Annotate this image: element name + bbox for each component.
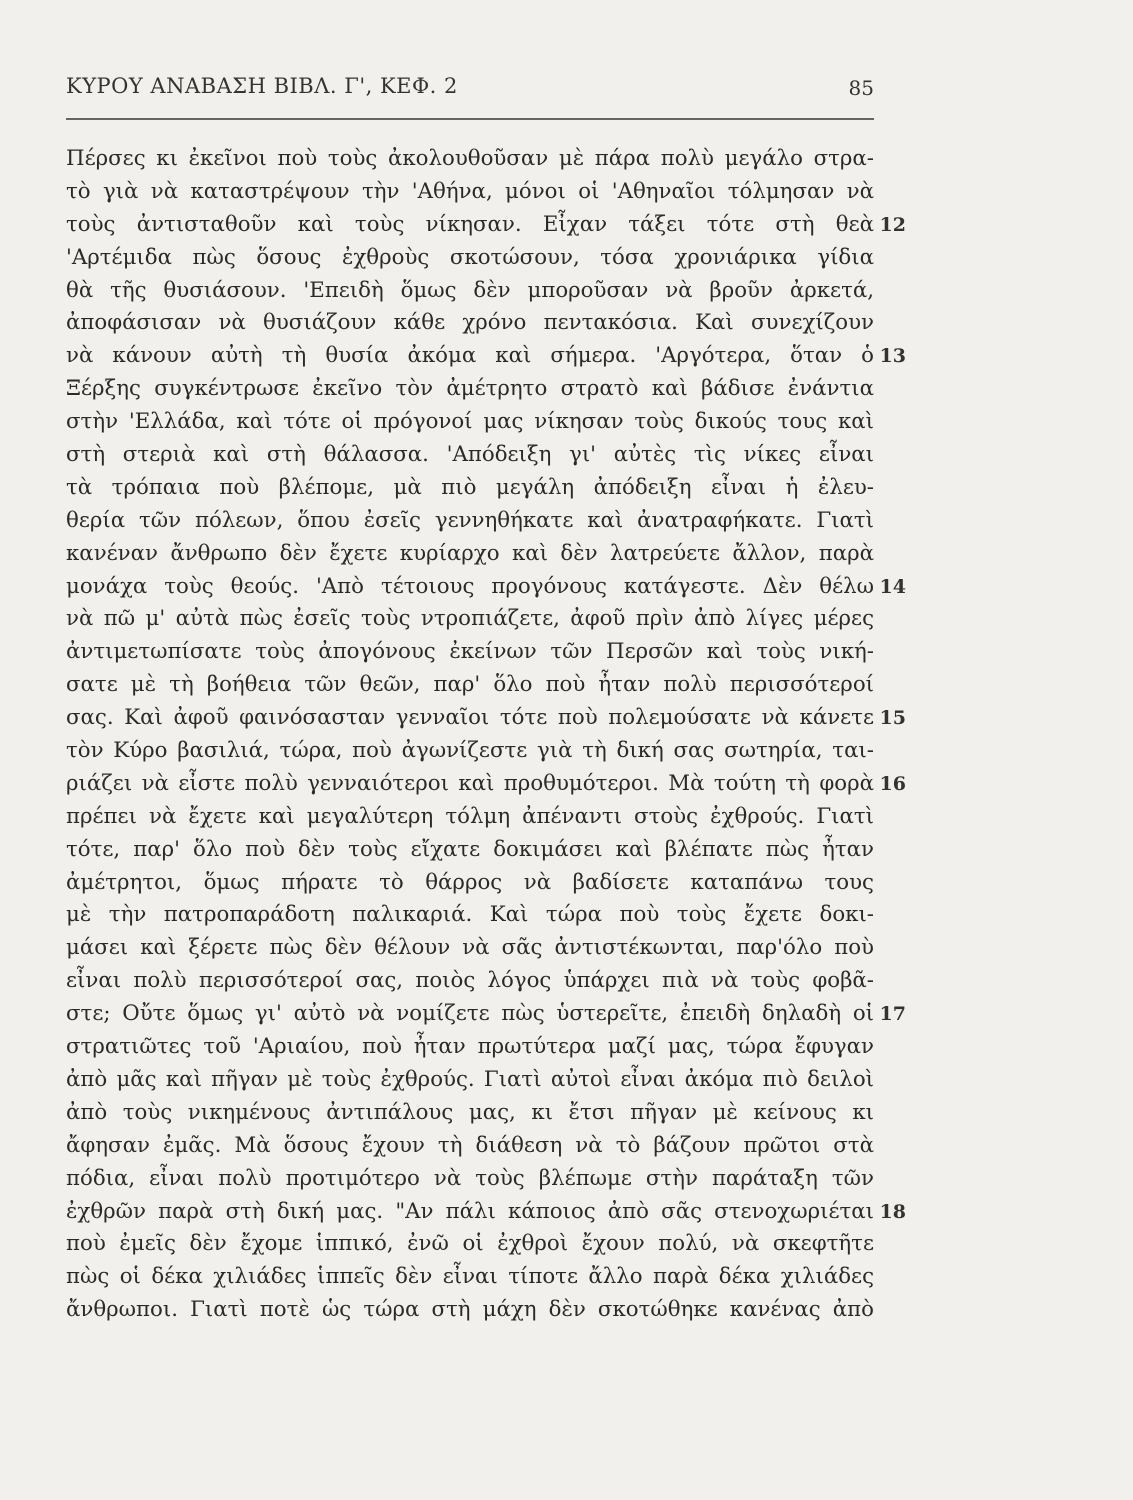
- text-line: [66, 340, 906, 373]
- line-text: τοὺς ἀντισταθοῦν καὶ τοὺς νίκησαν. Εἶχαν τάξει τότε στὴ θεὰ: [66, 211, 874, 237]
- text-line: [66, 538, 874, 571]
- line-text: πὼς οἱ δέκα χιλιάδες ἱππεῖς δὲν εἶναι τίποτε ἄλλο παρὰ δέκα χιλιάδες: [66, 1264, 874, 1290]
- body-text: [66, 143, 906, 1327]
- line-text: σατε μὲ τὴ βοήθεια τῶν θεῶν, παρ' ὅλο ποὺ ἦταν πολὺ περισσότεροί: [66, 672, 874, 698]
- text-line: [66, 1294, 874, 1327]
- section-number: 16: [879, 772, 906, 795]
- line-text: στὴ στεριὰ καὶ στὴ θάλασσα. 'Απόδειξη γι' αὐτὲς τὶς νίκες εἶναι: [66, 442, 874, 468]
- line-text: ἀπὸ μᾶς καὶ πῆγαν μὲ τοὺς ἐχθρούς. Γιατὶ αὐτοὶ εἶναι ἀκόμα πιὸ δειλοὶ: [66, 1066, 874, 1092]
- text-line: [66, 1163, 874, 1196]
- running-title: ΚΥΡΟΥ ΑΝΑΒΑΣΗ ΒΙΒΛ. Γ', ΚΕΦ. 2: [66, 74, 458, 98]
- text-line: [66, 275, 874, 308]
- text-line: [66, 373, 874, 406]
- line-text: θὰ τῆς θυσιάσουν. 'Επειδὴ ὅμως δὲν μποροῦσαν νὰ βροῦν ἀρκετά,: [66, 277, 874, 303]
- text-line: [66, 505, 874, 538]
- page-number: 85: [848, 76, 874, 100]
- text-line: [66, 899, 874, 932]
- text-line: [66, 735, 874, 768]
- text-line: [66, 1261, 874, 1294]
- text-line: [66, 209, 906, 242]
- text-line: [66, 636, 874, 669]
- line-text: θερία τῶν πόλεων, ὅπου ἐσεῖς γεννηθήκατε καὶ ἀνατραφήκατε. Γιατὶ: [66, 507, 874, 533]
- line-text: ἄνθρωποι. Γιατὶ ποτὲ ὡς τώρα στὴ μάχη δὲν σκοτώθηκε κανένας ἀπὸ: [66, 1297, 874, 1323]
- line-text: πόδια, εἶναι πολὺ προτιμότερο νὰ τοὺς βλέπωμε στὴν παράταξη τῶν: [66, 1165, 874, 1191]
- section-number: 14: [879, 575, 906, 598]
- text-line: [66, 472, 874, 505]
- line-text: μὲ τὴν πατροπαράδοτη παλικαριά. Καὶ τώρα ποὺ τοὺς ἔχετε δοκι-: [66, 902, 874, 928]
- line-text: ἀπὸ τοὺς νικημένους ἀντιπάλους μας, κι ἔτσι πῆγαν μὲ κείνους κι: [66, 1099, 874, 1125]
- line-text: εἶναι πολὺ περισσότεροί σας, ποιὸς λόγος ὑπάρχει πιὰ νὰ τοὺς φοβᾶ-: [66, 968, 874, 994]
- text-line: [66, 1130, 874, 1163]
- line-text: σας. Καὶ ἀφοῦ φαινόσασταν γενναῖοι τότε ποὺ πολεμούσατε νὰ κάνετε: [66, 705, 874, 731]
- line-text: ποὺ ἐμεῖς δὲν ἔχομε ἱππικό, ἐνῶ οἱ ἐχθροὶ ἔχουν πολύ, νὰ σκεφτῆτε: [66, 1231, 874, 1257]
- line-text: πρέπει νὰ ἔχετε καὶ μεγαλύτερη τόλμη ἀπέναντι στοὺς ἐχθρούς. Γιατὶ: [66, 803, 874, 829]
- text-line: [66, 801, 874, 834]
- text-line: [66, 603, 874, 636]
- line-text: 'Αρτέμιδα πὼς ὅσους ἐχθροὺς σκοτώσουν, τόσα χρονιάρικα γίδια: [66, 244, 874, 270]
- line-text: νὰ κάνουν αὐτὴ τὴ θυσία ἀκόμα καὶ σήμερα. 'Αργότερα, ὅταν ὁ: [66, 343, 874, 369]
- text-line: [66, 834, 874, 867]
- section-number: 13: [879, 345, 906, 368]
- text-line: [66, 1097, 874, 1130]
- section-number: 18: [879, 1200, 906, 1223]
- text-line: [66, 176, 874, 209]
- text-line: [66, 1228, 874, 1261]
- text-line: [66, 1031, 874, 1064]
- line-text: ἀποφάσισαν νὰ θυσιάζουν κάθε χρόνο πεντακόσια. Καὶ συνεχίζουν: [66, 310, 874, 336]
- line-text: ριάζει νὰ εἶστε πολὺ γενναιότεροι καὶ προθυμότεροι. Μὰ τούτη τὴ φορὰ: [66, 770, 874, 796]
- text-line: [66, 242, 874, 275]
- section-number: 17: [879, 1003, 906, 1026]
- text-line: [66, 965, 874, 998]
- text-line: [66, 143, 874, 176]
- line-text: Ξέρξης συγκέντρωσε ἐκεῖνο τὸν ἀμέτρητο στρατὸ καὶ βάδισε ἐνάντια: [66, 376, 874, 402]
- section-number: 15: [879, 707, 906, 730]
- line-text: ἐχθρῶν παρὰ στὴ δική μας. "Αν πάλι κάποιος ἀπὸ σᾶς στενοχωριέται: [66, 1198, 874, 1224]
- line-text: στὴν 'Ελλάδα, καὶ τότε οἱ πρόγονοί μας νίκησαν τοὺς δικούς τους καὶ: [66, 409, 874, 435]
- section-number: 12: [879, 213, 906, 236]
- line-text: τὸν Κύρο βασιλιά, τώρα, ποὺ ἀγωνίζεστε γιὰ τὴ δική σας σωτηρία, ται-: [66, 738, 874, 764]
- line-text: τὰ τρόπαια ποὺ βλέπομε, μὰ πιὸ μεγάλη ἀπόδειξη εἶναι ἡ ἐλευ-: [66, 474, 874, 500]
- text-line: [66, 1064, 874, 1097]
- line-text: ἄφησαν ἐμᾶς. Μὰ ὅσους ἔχουν τὴ διάθεση νὰ τὸ βάζουν πρῶτοι στὰ: [66, 1132, 874, 1158]
- line-text: ἀντιμετωπίσατε τοὺς ἀπογόνους ἐκείνων τῶν Περσῶν καὶ τοὺς νική-: [66, 639, 874, 665]
- text-line: [66, 439, 874, 472]
- header-rule: [66, 118, 874, 120]
- text-line: [66, 932, 874, 965]
- text-line: [66, 571, 906, 604]
- text-line: [66, 406, 874, 439]
- line-text: ἀμέτρητοι, ὅμως πήρατε τὸ θάρρος νὰ βαδίσετε καταπάνω τους: [66, 869, 874, 895]
- line-text: μάσει καὶ ξέρετε πὼς δὲν θέλουν νὰ σᾶς ἀντιστέκωνται, παρ'όλο ποὺ: [66, 935, 874, 961]
- line-text: κανέναν ἄνθρωπο δὲν ἔχετε κυρίαρχο καὶ δὲν λατρεύετε ἄλλον, παρὰ: [66, 540, 874, 566]
- line-text: νὰ πῶ μ' αὐτὰ πὼς ἐσεῖς τοὺς ντροπιάζετε, ἀφοῦ πρὶν ἀπὸ λίγες μέρες: [66, 606, 874, 632]
- line-text: Πέρσες κι ἐκεῖνοι ποὺ τοὺς ἀκολουθοῦσαν μὲ πάρα πολὺ μεγάλο στρα-: [66, 146, 874, 171]
- text-line: [66, 998, 906, 1031]
- text-line: [66, 307, 874, 340]
- text-line: [66, 1196, 906, 1229]
- line-text: τότε, παρ' ὅλο ποὺ δὲν τοὺς εἴχατε δοκιμάσει καὶ βλέπατε πὼς ἦταν: [66, 836, 874, 862]
- line-text: μονάχα τοὺς θεούς. 'Απὸ τέτοιους προγόνους κατάγεστε. Δὲν θέλω: [66, 573, 874, 599]
- text-line: [66, 702, 906, 735]
- text-line: [66, 669, 874, 702]
- line-text: τὸ γιὰ νὰ καταστρέψουν τὴν 'Αθήνα, μόνοι οἱ 'Αθηναῖοι τόλμησαν νὰ: [66, 178, 874, 204]
- line-text: στρατιῶτες τοῦ 'Αριαίου, ποὺ ἦταν πρωτύτερα μαζί μας, τώρα ἔφυγαν: [66, 1034, 874, 1060]
- text-line: [66, 768, 906, 801]
- running-header: [66, 74, 874, 114]
- text-line: [66, 867, 874, 900]
- line-text: στε; Οὔτε ὅμως γι' αὐτὸ νὰ νομίζετε πὼς ὑστερεῖτε, ἐπειδὴ δηλαδὴ οἱ: [66, 1001, 874, 1027]
